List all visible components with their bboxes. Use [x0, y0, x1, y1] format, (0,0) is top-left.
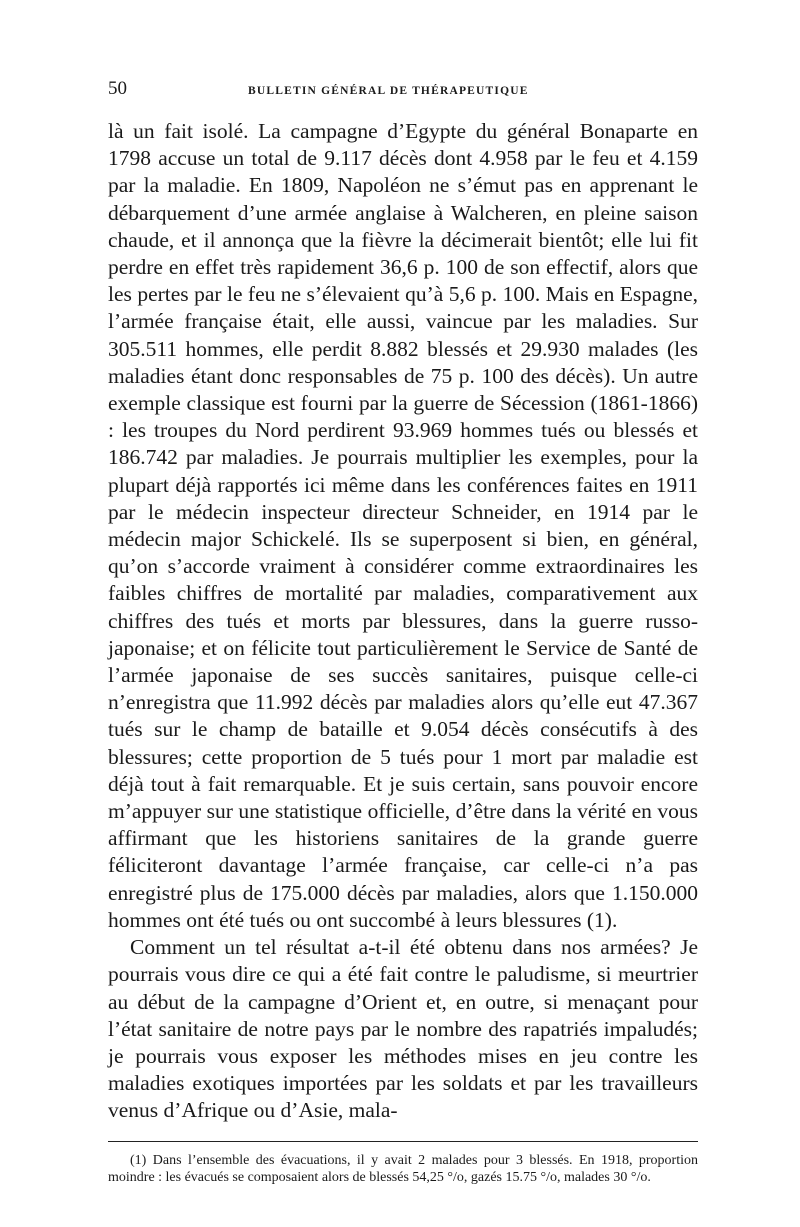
paragraph-1: là un fait isolé. La campagne d’Egypte du général Bonaparte en 1798 accuse un total de 9.117 décès dont 4.958 par le feu et 4.159 par la maladie. En 1809, Napoléon ne s’émut pas en apprenant le débarquement d’une armée anglaise à Walcheren, en pleine saison chaude, et il annonça que la fièvre la décimerait bientôt; elle lui fit perdre en effet très rapidement 36,6 p. 100 de son effectif, alors que les pertes par le feu ne s’élevaient qu’à 5,6 p. 100. Mais en Espagne, l’armée française était, elle aussi, vaincue par les maladies. Sur 305.511 hommes, elle perdit 8.882 blessés et 29.930 malades (les maladies étant donc responsables de 75 p. 100 des décès). Un autre exemple classique est fourni par la guerre de Sécession (1861-1866) : les troupes du Nord perdirent 93.969 hommes tués ou blessés et 186.742 par maladies. Je pourrais multiplier les exemples, pour la plupart déjà rapportés ici même dans les conférences faites en 1911 par le médecin inspecteur directeur Schneider, en 1914 par le médecin major Schickelé. Ils se superposent si bien, en général, qu’on s’accorde vraiment à considérer comme extraordinaires les faibles chiffres de mortalité par maladies, comparativement aux chiffres des tués et morts par blessures, dans la guerre russo-japonaise; et on félicite tout particulièrement le Service de Santé de l’armée japonaise de ses succès sanitaires, puisque celle-ci n’enregistra que 11.992 décès par maladies alors qu’elle eut 47.367 tués sur le champ de bataille et 9.054 décès consécutifs à des blessures; cette proportion de 5 tués pour 1 mort par maladie est déjà tout à fait remarquable. Et je suis certain, sans pouvoir encore m’appuyer sur une statistique officielle, d’être dans la vérité en vous affirmant que les historiens sanitaires de la grande guerre féliciteront davantage l’armée française, car celle-ci n’a pas enregistré plus de 175.000 décès par maladies, alors que 1.150.000 hommes ont été tués ou ont succombé à leurs blessures (1). — [108, 119, 698, 932]
page-header — [108, 78, 698, 104]
running-title: BULLETIN GÉNÉRAL DE THÉRAPEUTIQUE — [248, 85, 529, 97]
body-text — [108, 118, 698, 1125]
footnote-divider — [108, 1141, 698, 1142]
paragraph-2: Comment un tel résultat a-t-il été obtenu dans nos armées? Je pourrais vous dire ce qui a été fait contre le paludisme, si meurtrier au début de la campagne d’Orient et, en outre, si menaçant pour l’état sanitaire de notre pays par le nombre des rapatriés impaludés; je pourrais vous exposer les méthodes mises en jeu contre les maladies exotiques importées par les soldats et par les travailleurs venus d’Afrique ou d’Asie, mala- — [108, 935, 698, 1123]
document-page — [108, 78, 698, 1200]
page-number: 50 — [108, 78, 127, 99]
footnote: (1) Dans l’ensemble des évacuations, il y avait 2 malades pour 3 blessés. En 1918, proportion moindre : les évacués se composaient alors de blessés 54,25 °/o, gazés 15.75 °/o, malades 30 °/o. — [108, 1152, 698, 1185]
